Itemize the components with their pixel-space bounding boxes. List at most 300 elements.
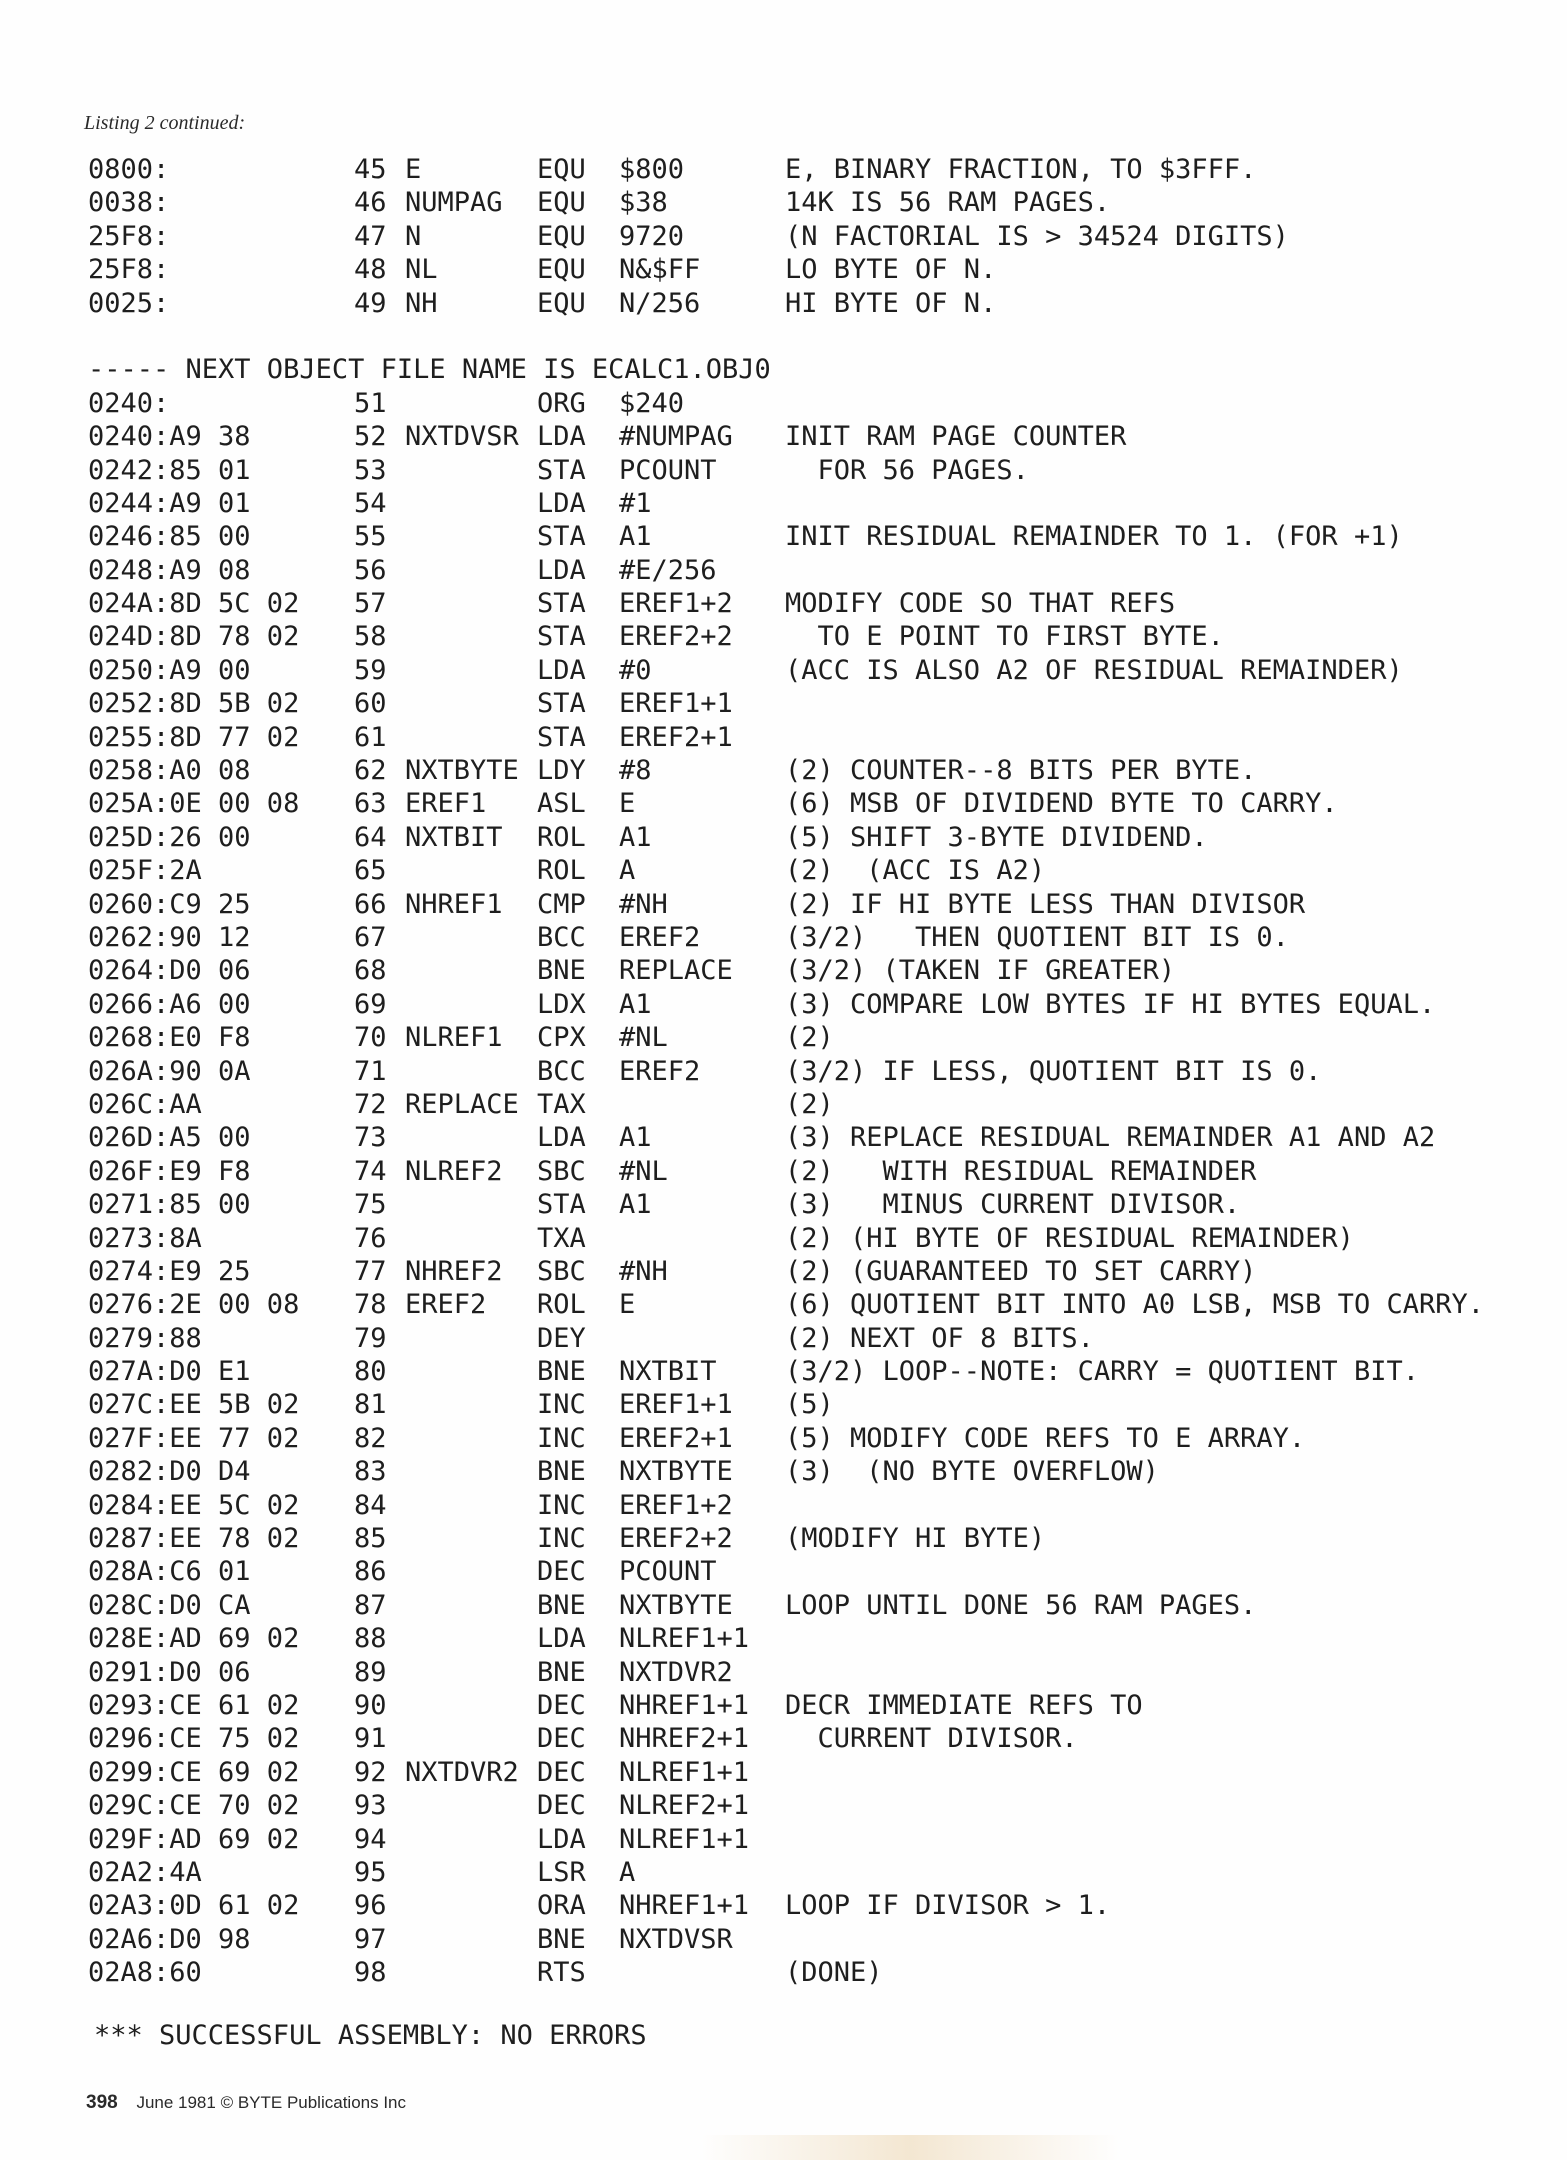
operand-field: $240 bbox=[619, 387, 685, 419]
operand-field: EREF1+2 bbox=[619, 588, 733, 620]
operand-field: E bbox=[619, 788, 636, 820]
address-field: 0240:A9 38 bbox=[88, 421, 251, 453]
address-field: 0293:CE 61 02 bbox=[88, 1689, 300, 1721]
line-number: 72 bbox=[354, 1088, 387, 1120]
comment-field: (3) MINUS CURRENT DIVISOR. bbox=[785, 1189, 1241, 1221]
operand-field: A1 bbox=[619, 1122, 652, 1154]
opcode-field: LDA bbox=[537, 1623, 586, 1655]
opcode-field: SBC bbox=[537, 1255, 586, 1287]
listing-line bbox=[88, 921, 1289, 955]
listing-line bbox=[88, 421, 1127, 454]
address-field: 0262:90 12 bbox=[88, 921, 251, 953]
operand-field: #8 bbox=[619, 755, 652, 787]
line-number: 69 bbox=[354, 988, 387, 1020]
opcode-field: DEC bbox=[537, 1790, 586, 1822]
line-number: 79 bbox=[354, 1322, 387, 1354]
label-field: EREF2 bbox=[405, 1289, 487, 1321]
operand-field: PCOUNT bbox=[619, 454, 717, 486]
address-field: 025A:0E 00 08 bbox=[88, 788, 300, 820]
object-file-separator bbox=[88, 354, 771, 387]
listing-line bbox=[88, 654, 1403, 688]
operand-field: #NUMPAG bbox=[619, 421, 733, 453]
comment-field: INIT RAM PAGE COUNTER bbox=[785, 421, 1127, 453]
operand-field: NHREF2+1 bbox=[619, 1723, 750, 1755]
address-field: 029F:AD 69 02 bbox=[88, 1823, 300, 1855]
address-field: 0025: bbox=[88, 287, 170, 319]
operand-field: A1 bbox=[619, 988, 652, 1020]
label-field: NXTDVSR bbox=[405, 421, 519, 453]
listing-line bbox=[88, 1856, 636, 1890]
operand-field: NLREF2+1 bbox=[619, 1790, 750, 1822]
listing-line bbox=[88, 1088, 834, 1122]
opcode-field: CMP bbox=[537, 888, 586, 920]
address-field: 25F8: bbox=[88, 254, 170, 286]
line-number: 86 bbox=[354, 1556, 387, 1588]
operand-field: $800 bbox=[619, 154, 685, 185]
address-field: 0279:88 bbox=[88, 1322, 202, 1354]
listing-line bbox=[88, 1890, 1111, 1923]
label-field: NUMPAG bbox=[405, 187, 503, 219]
comment-field: FOR 56 PAGES. bbox=[785, 454, 1029, 486]
line-number: 59 bbox=[354, 654, 387, 686]
line-number: 88 bbox=[354, 1623, 387, 1655]
opcode-field: BNE bbox=[537, 955, 586, 987]
address-field: 026F:E9 F8 bbox=[88, 1155, 251, 1187]
comment-field: (2) (HI BYTE OF RESIDUAL REMAINDER) bbox=[785, 1222, 1354, 1254]
listing-line bbox=[88, 487, 652, 521]
label-field: NH bbox=[405, 287, 438, 319]
label-field: NHREF1 bbox=[405, 888, 503, 920]
address-field: 0248:A9 08 bbox=[88, 554, 251, 586]
opcode-field: EQU bbox=[537, 287, 586, 319]
opcode-field: EQU bbox=[537, 154, 586, 185]
comment-field: (2) IF HI BYTE LESS THAN DIVISOR bbox=[785, 888, 1306, 920]
line-number: 53 bbox=[354, 454, 387, 486]
operand-field: EREF2 bbox=[619, 921, 701, 953]
operand-field: #NL bbox=[619, 1022, 668, 1054]
operand-field: #0 bbox=[619, 654, 652, 686]
line-number: 68 bbox=[354, 955, 387, 987]
comment-field: HI BYTE OF N. bbox=[785, 287, 997, 319]
line-number: 75 bbox=[354, 1189, 387, 1221]
address-field: 0296:CE 75 02 bbox=[88, 1723, 300, 1755]
address-field: 0282:D0 D4 bbox=[88, 1456, 251, 1488]
listing-line bbox=[88, 1756, 750, 1790]
publication-credit: June 1981 © BYTE Publications Inc bbox=[136, 2093, 407, 2112]
listing-line bbox=[88, 1523, 1046, 1556]
line-number: 46 bbox=[354, 187, 387, 219]
address-field: 02A6:D0 98 bbox=[88, 1923, 251, 1955]
listing-line bbox=[88, 1790, 750, 1823]
operand-field: A1 bbox=[619, 521, 652, 553]
line-number: 77 bbox=[354, 1255, 387, 1287]
line-number: 89 bbox=[354, 1656, 387, 1688]
address-field: 0800: bbox=[88, 154, 170, 185]
address-field: 0242:85 01 bbox=[88, 454, 251, 486]
opcode-field: STA bbox=[537, 521, 586, 553]
label-field: EREF1 bbox=[405, 788, 487, 820]
operand-field: NXTBYTE bbox=[619, 1589, 733, 1621]
line-number: 66 bbox=[354, 888, 387, 920]
opcode-field: LDA bbox=[537, 487, 586, 519]
opcode-field: BNE bbox=[537, 1356, 586, 1388]
operand-field: A1 bbox=[619, 821, 652, 853]
opcode-field: TXA bbox=[537, 1222, 586, 1254]
operand-field: NXTBYTE bbox=[619, 1456, 733, 1488]
line-number: 81 bbox=[354, 1389, 387, 1421]
address-field: 028E:AD 69 02 bbox=[88, 1623, 300, 1655]
opcode-field: DEC bbox=[537, 1556, 586, 1588]
line-number: 76 bbox=[354, 1222, 387, 1254]
address-field: 0271:85 00 bbox=[88, 1189, 251, 1221]
listing-line bbox=[88, 955, 1176, 988]
operand-field: NXTDVSR bbox=[619, 1923, 733, 1955]
line-number: 52 bbox=[354, 421, 387, 453]
listing-line bbox=[88, 1155, 1257, 1189]
opcode-field: LDA bbox=[537, 554, 586, 586]
comment-field: (3/2) (TAKEN IF GREATER) bbox=[785, 955, 1176, 987]
comment-field: (2) NEXT OF 8 BITS. bbox=[785, 1322, 1094, 1354]
operand-field: NHREF1+1 bbox=[619, 1890, 750, 1922]
assembly-listing bbox=[88, 154, 1484, 1990]
label-field: NLREF2 bbox=[405, 1155, 503, 1187]
opcode-field: RTS bbox=[537, 1957, 586, 1989]
address-field: 02A8:60 bbox=[88, 1957, 202, 1989]
label-field: NXTDVR2 bbox=[405, 1756, 519, 1788]
opcode-field: LDA bbox=[537, 1823, 586, 1855]
line-number: 56 bbox=[354, 554, 387, 586]
blank-line bbox=[88, 321, 153, 354]
comment-field: 14K IS 56 RAM PAGES. bbox=[785, 187, 1111, 219]
opcode-field: CPX bbox=[537, 1022, 586, 1054]
page-footer bbox=[86, 2092, 406, 2114]
listing-line bbox=[88, 855, 1046, 888]
comment-field: (2) COUNTER--8 BITS PER BYTE. bbox=[785, 755, 1257, 787]
listing-line bbox=[88, 1957, 883, 1990]
operand-field: A1 bbox=[619, 1189, 652, 1221]
address-field: 0266:A6 00 bbox=[88, 988, 251, 1020]
comment-field: (5) bbox=[785, 1389, 834, 1421]
line-number: 78 bbox=[354, 1289, 387, 1321]
opcode-field: LDY bbox=[537, 755, 586, 787]
listing-line bbox=[88, 254, 997, 287]
address-field: 0287:EE 78 02 bbox=[88, 1523, 300, 1555]
listing-line bbox=[88, 588, 1176, 621]
operand-field: EREF2+2 bbox=[619, 621, 733, 653]
address-field: 025F:2A bbox=[88, 855, 202, 887]
comment-field: (N FACTORIAL IS > 34524 DIGITS) bbox=[785, 220, 1289, 252]
line-number: 93 bbox=[354, 1790, 387, 1822]
line-number: 62 bbox=[354, 755, 387, 787]
opcode-field: STA bbox=[537, 621, 586, 653]
listing-line bbox=[88, 621, 1224, 654]
comment-field: (ACC IS ALSO A2 OF RESIDUAL REMAINDER) bbox=[785, 654, 1403, 686]
opcode-field: STA bbox=[537, 588, 586, 620]
operand-field: NXTBIT bbox=[619, 1356, 717, 1388]
opcode-field: EQU bbox=[537, 187, 586, 219]
opcode-field: LDA bbox=[537, 654, 586, 686]
address-field: 028A:C6 01 bbox=[88, 1556, 251, 1588]
operand-field: NLREF1+1 bbox=[619, 1823, 750, 1855]
operand-field: NXTDVR2 bbox=[619, 1656, 733, 1688]
operand-field: A bbox=[619, 855, 636, 887]
opcode-field: BNE bbox=[537, 1656, 586, 1688]
listing-line bbox=[88, 1055, 1322, 1089]
listing-line bbox=[88, 755, 1257, 788]
listing-line bbox=[88, 1456, 1159, 1489]
opcode-field: INC bbox=[537, 1523, 586, 1555]
line-number: 74 bbox=[354, 1155, 387, 1187]
listing-caption: Listing 2 continued: bbox=[84, 112, 246, 134]
address-field: 0276:2E 00 08 bbox=[88, 1289, 300, 1321]
separator-text: ----- NEXT OBJECT FILE NAME IS ECALC1.OBJ0 bbox=[88, 354, 771, 386]
comment-field: (5) MODIFY CODE REFS TO E ARRAY. bbox=[785, 1422, 1306, 1454]
listing-line bbox=[88, 1389, 834, 1422]
operand-field: #E/256 bbox=[619, 554, 717, 586]
line-number: 58 bbox=[354, 621, 387, 653]
listing-line bbox=[88, 1823, 750, 1857]
comment-field: LO BYTE OF N. bbox=[785, 254, 997, 286]
listing-line bbox=[88, 521, 1403, 554]
opcode-field: BNE bbox=[537, 1456, 586, 1488]
listing-line bbox=[88, 721, 733, 755]
line-number: 95 bbox=[354, 1856, 387, 1888]
address-field: 027F:EE 77 02 bbox=[88, 1422, 300, 1454]
address-field: 0246:85 00 bbox=[88, 521, 251, 553]
line-number: 82 bbox=[354, 1422, 387, 1454]
line-number: 71 bbox=[354, 1055, 387, 1087]
operand-field: EREF2+1 bbox=[619, 721, 733, 753]
paper-stain bbox=[700, 2135, 1120, 2160]
listing-line bbox=[88, 220, 1289, 254]
comment-field: MODIFY CODE SO THAT REFS bbox=[785, 588, 1176, 620]
comment-field: DECR IMMEDIATE REFS TO bbox=[785, 1689, 1143, 1721]
listing-line bbox=[88, 821, 1208, 855]
address-field: 0260:C9 25 bbox=[88, 888, 251, 920]
label-field: NXTBIT bbox=[405, 821, 503, 853]
line-number: 47 bbox=[354, 220, 387, 252]
comment-field: LOOP IF DIVISOR > 1. bbox=[785, 1890, 1111, 1922]
address-field: 0250:A9 00 bbox=[88, 654, 251, 686]
comment-field: (3/2) LOOP--NOTE: CARRY = QUOTIENT BIT. bbox=[785, 1356, 1419, 1388]
line-number: 80 bbox=[354, 1356, 387, 1388]
opcode-field: TAX bbox=[537, 1088, 586, 1120]
equates-block bbox=[88, 154, 1289, 321]
line-number: 51 bbox=[354, 387, 387, 419]
listing-line bbox=[88, 454, 1029, 488]
address-field: 0273:8A bbox=[88, 1222, 202, 1254]
opcode-field: LSR bbox=[537, 1856, 586, 1888]
label-field: NXTBYTE bbox=[405, 755, 519, 787]
operand-field: PCOUNT bbox=[619, 1556, 717, 1588]
listing-line bbox=[88, 688, 733, 721]
opcode-field: STA bbox=[537, 1189, 586, 1221]
line-number: 48 bbox=[354, 254, 387, 286]
operand-field: N&$FF bbox=[619, 254, 701, 286]
operand-field: EREF1+2 bbox=[619, 1489, 733, 1521]
address-field: 0258:A0 08 bbox=[88, 755, 251, 787]
operand-field: #NH bbox=[619, 888, 668, 920]
comment-field: TO E POINT TO FIRST BYTE. bbox=[785, 621, 1224, 653]
listing-line bbox=[88, 1122, 1436, 1155]
opcode-field: BCC bbox=[537, 1055, 586, 1087]
listing-line bbox=[88, 1923, 733, 1957]
operand-field: $38 bbox=[619, 187, 668, 219]
address-field: 027A:D0 E1 bbox=[88, 1356, 251, 1388]
listing-line bbox=[88, 1623, 750, 1656]
listing-line bbox=[88, 154, 1257, 187]
comment-field: (2) (ACC IS A2) bbox=[785, 855, 1046, 887]
opcode-field: ROL bbox=[537, 1289, 586, 1321]
line-number: 65 bbox=[354, 855, 387, 887]
operand-field: NHREF1+1 bbox=[619, 1689, 750, 1721]
address-field: 027C:EE 5B 02 bbox=[88, 1389, 300, 1421]
address-field: 0244:A9 01 bbox=[88, 487, 251, 519]
comment-field: (2) (GUARANTEED TO SET CARRY) bbox=[785, 1255, 1257, 1287]
opcode-field: LDX bbox=[537, 988, 586, 1020]
address-field: 0264:D0 06 bbox=[88, 955, 251, 987]
line-number: 98 bbox=[354, 1957, 387, 1989]
line-number: 54 bbox=[354, 487, 387, 519]
address-field: 0038: bbox=[88, 187, 170, 219]
listing-line bbox=[88, 1723, 1078, 1756]
operand-field: #NL bbox=[619, 1155, 668, 1187]
listing-line bbox=[88, 1656, 733, 1690]
line-number: 94 bbox=[354, 1823, 387, 1855]
operand-field: #1 bbox=[619, 487, 652, 519]
comment-field: (3/2) IF LESS, QUOTIENT BIT IS 0. bbox=[785, 1055, 1322, 1087]
opcode-field: EQU bbox=[537, 254, 586, 286]
listing-line bbox=[88, 1556, 717, 1589]
address-field: 0284:EE 5C 02 bbox=[88, 1489, 300, 1521]
line-number: 61 bbox=[354, 721, 387, 753]
label-field: E bbox=[405, 154, 422, 185]
listing-line bbox=[88, 1222, 1354, 1256]
line-number: 63 bbox=[354, 788, 387, 820]
address-field: 25F8: bbox=[88, 220, 170, 252]
comment-field: (3/2) THEN QUOTIENT BIT IS 0. bbox=[785, 921, 1289, 953]
listing-line bbox=[88, 988, 1436, 1022]
operand-field: A bbox=[619, 1856, 636, 1888]
comment-field: (DONE) bbox=[785, 1957, 883, 1989]
comment-field: (5) SHIFT 3-BYTE DIVIDEND. bbox=[785, 821, 1208, 853]
line-number: 64 bbox=[354, 821, 387, 853]
line-number: 92 bbox=[354, 1756, 387, 1788]
address-field: 0240: bbox=[88, 387, 170, 419]
comment-field: (2) bbox=[785, 1088, 834, 1120]
opcode-field: ASL bbox=[537, 788, 586, 820]
operand-field: REPLACE bbox=[619, 955, 733, 987]
listing-line bbox=[88, 788, 1338, 821]
opcode-field: LDA bbox=[537, 1122, 586, 1154]
address-field: 02A2:4A bbox=[88, 1856, 202, 1888]
operand-field: EREF2 bbox=[619, 1055, 701, 1087]
line-number: 49 bbox=[354, 287, 387, 319]
listing-line bbox=[88, 1489, 733, 1523]
line-number: 97 bbox=[354, 1923, 387, 1955]
line-number: 84 bbox=[354, 1489, 387, 1521]
listing-line bbox=[88, 1255, 1257, 1289]
listing-line bbox=[88, 1422, 1306, 1456]
comment-field: CURRENT DIVISOR. bbox=[785, 1723, 1078, 1755]
operand-field: 9720 bbox=[619, 220, 685, 252]
address-field: 026D:A5 00 bbox=[88, 1122, 251, 1154]
opcode-field: DEY bbox=[537, 1322, 586, 1354]
address-field: 028C:D0 CA bbox=[88, 1589, 251, 1621]
address-field: 025D:26 00 bbox=[88, 821, 251, 853]
listing-line bbox=[88, 187, 1111, 220]
opcode-field: ORG bbox=[537, 387, 586, 419]
comment-field: (2) bbox=[785, 1022, 834, 1054]
assembly-status: *** SUCCESSFUL ASSEMBLY: NO ERRORS bbox=[94, 2020, 647, 2051]
listing-line bbox=[88, 554, 717, 588]
line-number: 83 bbox=[354, 1456, 387, 1488]
listing-line bbox=[88, 1189, 1241, 1222]
label-field: NL bbox=[405, 254, 438, 286]
address-field: 02A3:0D 61 02 bbox=[88, 1890, 300, 1922]
code-block bbox=[88, 387, 1484, 1991]
line-number: 73 bbox=[354, 1122, 387, 1154]
opcode-field: BCC bbox=[537, 921, 586, 953]
operand-field: EREF1+1 bbox=[619, 688, 733, 720]
operand-field: E bbox=[619, 1289, 636, 1321]
operand-field: EREF1+1 bbox=[619, 1389, 733, 1421]
listing-line bbox=[88, 1322, 1094, 1356]
comment-field: (6) QUOTIENT BIT INTO A0 LSB, MSB TO CARRY. bbox=[785, 1289, 1484, 1321]
address-field: 029C:CE 70 02 bbox=[88, 1790, 300, 1822]
listing-line bbox=[88, 1356, 1419, 1389]
comment-field: E, BINARY FRACTION, TO $3FFF. bbox=[785, 154, 1257, 185]
address-field: 0252:8D 5B 02 bbox=[88, 688, 300, 720]
listing-line bbox=[88, 1289, 1484, 1322]
operand-field: NLREF1+1 bbox=[619, 1756, 750, 1788]
operand-field: EREF2+1 bbox=[619, 1422, 733, 1454]
opcode-field: STA bbox=[537, 454, 586, 486]
page-number: 398 bbox=[86, 2092, 118, 2113]
operand-field: N/256 bbox=[619, 287, 701, 319]
opcode-field: SBC bbox=[537, 1155, 586, 1187]
line-number: 96 bbox=[354, 1890, 387, 1922]
listing-line bbox=[88, 387, 685, 421]
opcode-field: INC bbox=[537, 1389, 586, 1421]
comment-field: (3) (NO BYTE OVERFLOW) bbox=[785, 1456, 1159, 1488]
line-number: 87 bbox=[354, 1589, 387, 1621]
opcode-field: DEC bbox=[537, 1689, 586, 1721]
opcode-field: BNE bbox=[537, 1923, 586, 1955]
comment-field: (2) WITH RESIDUAL REMAINDER bbox=[785, 1155, 1257, 1187]
opcode-field: INC bbox=[537, 1489, 586, 1521]
opcode-field: EQU bbox=[537, 220, 586, 252]
opcode-field: INC bbox=[537, 1422, 586, 1454]
address-field: 0291:D0 06 bbox=[88, 1656, 251, 1688]
line-number: 55 bbox=[354, 521, 387, 553]
address-field: 0299:CE 69 02 bbox=[88, 1756, 300, 1788]
label-field: REPLACE bbox=[405, 1088, 519, 1120]
address-field: 024D:8D 78 02 bbox=[88, 621, 300, 653]
line-number: 57 bbox=[354, 588, 387, 620]
opcode-field: STA bbox=[537, 721, 586, 753]
address-field: 0274:E9 25 bbox=[88, 1255, 251, 1287]
opcode-field: DEC bbox=[537, 1723, 586, 1755]
operand-field: NLREF1+1 bbox=[619, 1623, 750, 1655]
line-number: 90 bbox=[354, 1689, 387, 1721]
label-field: NLREF1 bbox=[405, 1022, 503, 1054]
address-field: 024A:8D 5C 02 bbox=[88, 588, 300, 620]
address-field: 0268:E0 F8 bbox=[88, 1022, 251, 1054]
comment-field: INIT RESIDUAL REMAINDER TO 1. (FOR +1) bbox=[785, 521, 1403, 553]
line-number: 67 bbox=[354, 921, 387, 953]
opcode-field: STA bbox=[537, 688, 586, 720]
